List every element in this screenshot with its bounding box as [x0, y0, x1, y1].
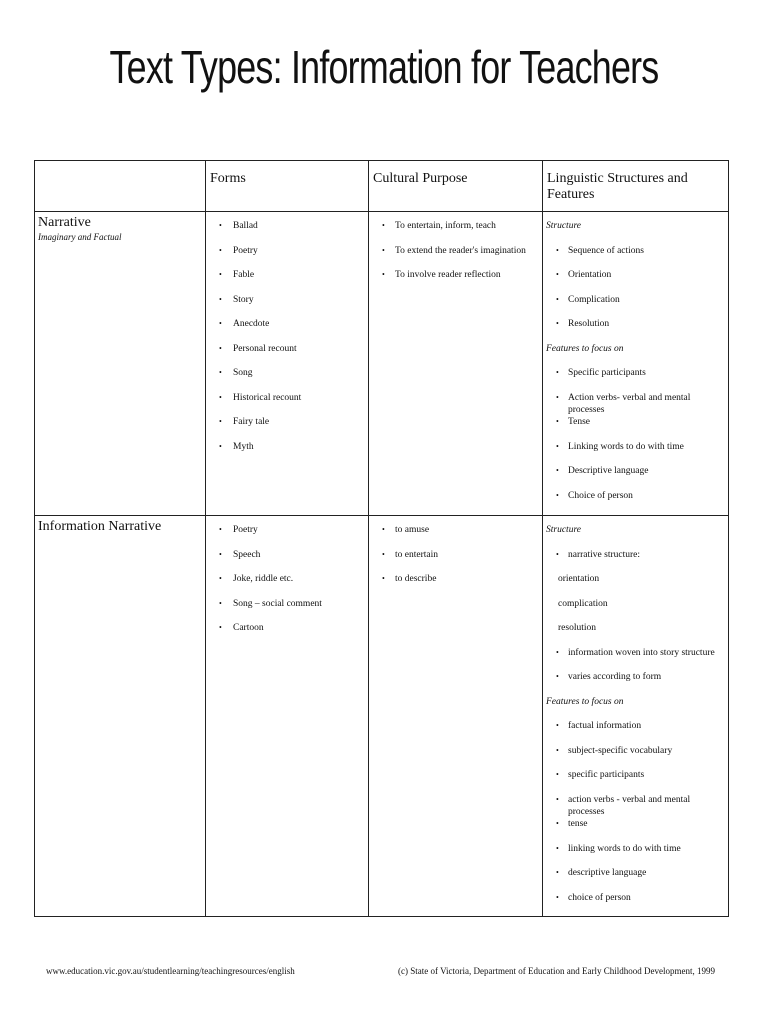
list-item: • Sequence of actions [546, 245, 728, 270]
features-heading: Features to focus on [546, 343, 624, 354]
list-item: • descriptive language [546, 867, 728, 892]
list-item: • Historical recount [206, 392, 368, 417]
list-item: • Personal recount [206, 343, 368, 368]
page-title: Text Types: Information for Teachers [109, 41, 659, 93]
row-subtitle: Imaginary and Factual [38, 232, 122, 242]
list-item: • tense [546, 818, 728, 843]
forms-cell [206, 212, 369, 516]
list-item: • Action verbs- verbal and mental processes [546, 392, 728, 417]
list-item: • Linking words to do with time [546, 441, 728, 466]
list-item: • information woven into story structure [546, 647, 728, 672]
list-item: • choice of person [546, 892, 728, 917]
list-item: • Descriptive language [546, 465, 728, 490]
list-item: • to amuse [369, 524, 542, 549]
list-item: • Poetry [206, 524, 368, 549]
forms-cell [206, 516, 369, 917]
list-item: • Tense [546, 416, 728, 441]
list-item: • Cartoon [206, 622, 368, 647]
table-header-row [35, 161, 729, 212]
list-item: complication [558, 598, 608, 609]
list-item: • Anecdote [206, 318, 368, 343]
list-item: • Song [206, 367, 368, 392]
list-item: • Fable [206, 269, 368, 294]
header-forms: Forms [206, 161, 369, 212]
linguistic-cell [543, 516, 729, 917]
header-cultural-purpose: Cultural Purpose [369, 161, 543, 212]
list-item: • Story [206, 294, 368, 319]
row-title: Information Narrative [38, 519, 162, 534]
list-item: resolution [558, 623, 596, 633]
list-item: • to describe [369, 573, 542, 598]
list-item: • to entertain [369, 549, 542, 574]
list-item: • subject-specific vocabulary [546, 745, 728, 770]
structure-heading: Structure [546, 525, 582, 535]
list-item: • varies according to form [546, 671, 728, 696]
purpose-cell [369, 212, 543, 516]
row-label-cell [35, 212, 206, 516]
list-item: • Myth [206, 441, 368, 466]
list-item: • Resolution [546, 318, 728, 343]
list-item: • specific participants [546, 769, 728, 794]
structure-heading: Structure [546, 221, 582, 231]
list-item: • Speech [206, 549, 368, 574]
list-item: orientation [558, 574, 600, 584]
list-item: • Complication [546, 294, 728, 319]
list-item: • Fairy tale [206, 416, 368, 441]
row-title: Narrative [38, 215, 91, 230]
list-item: • To entertain, inform, teach [369, 220, 542, 245]
table-row-narrative [35, 212, 729, 516]
list-item: • Poetry [206, 245, 368, 270]
list-item: • Orientation [546, 269, 728, 294]
list-item: • factual information [546, 720, 728, 745]
list-item: • Joke, riddle etc. [206, 573, 368, 598]
row-label-cell [35, 516, 206, 917]
footer-url: www.education.vic.gov.au/studentlearning/teachingresources/english [46, 966, 295, 976]
header-empty [35, 161, 206, 212]
table-row-information-narrative [35, 516, 729, 917]
list-item: • Ballad [206, 220, 368, 245]
purpose-cell [369, 516, 543, 917]
linguistic-cell [543, 212, 729, 516]
text-types-table [34, 160, 729, 917]
list-item: • action verbs - verbal and mental processes [546, 794, 728, 819]
list-item: • linking words to do with time [546, 843, 728, 868]
list-item: • To extend the reader's imagination [369, 245, 542, 270]
header-linguistic-structures: Linguistic Structures and Features [543, 161, 729, 212]
footer-copyright: (c) State of Victoria, Department of Education and Early Childhood Development, 1999 [398, 966, 715, 976]
list-item: • Specific participants [546, 367, 728, 392]
list-item: • narrative structure: [546, 549, 728, 574]
features-heading: Features to focus on [546, 696, 624, 707]
list-item: • Song – social comment [206, 598, 368, 623]
list-item: • Choice of person [546, 490, 728, 515]
list-item: • To involve reader reflection [369, 269, 542, 294]
